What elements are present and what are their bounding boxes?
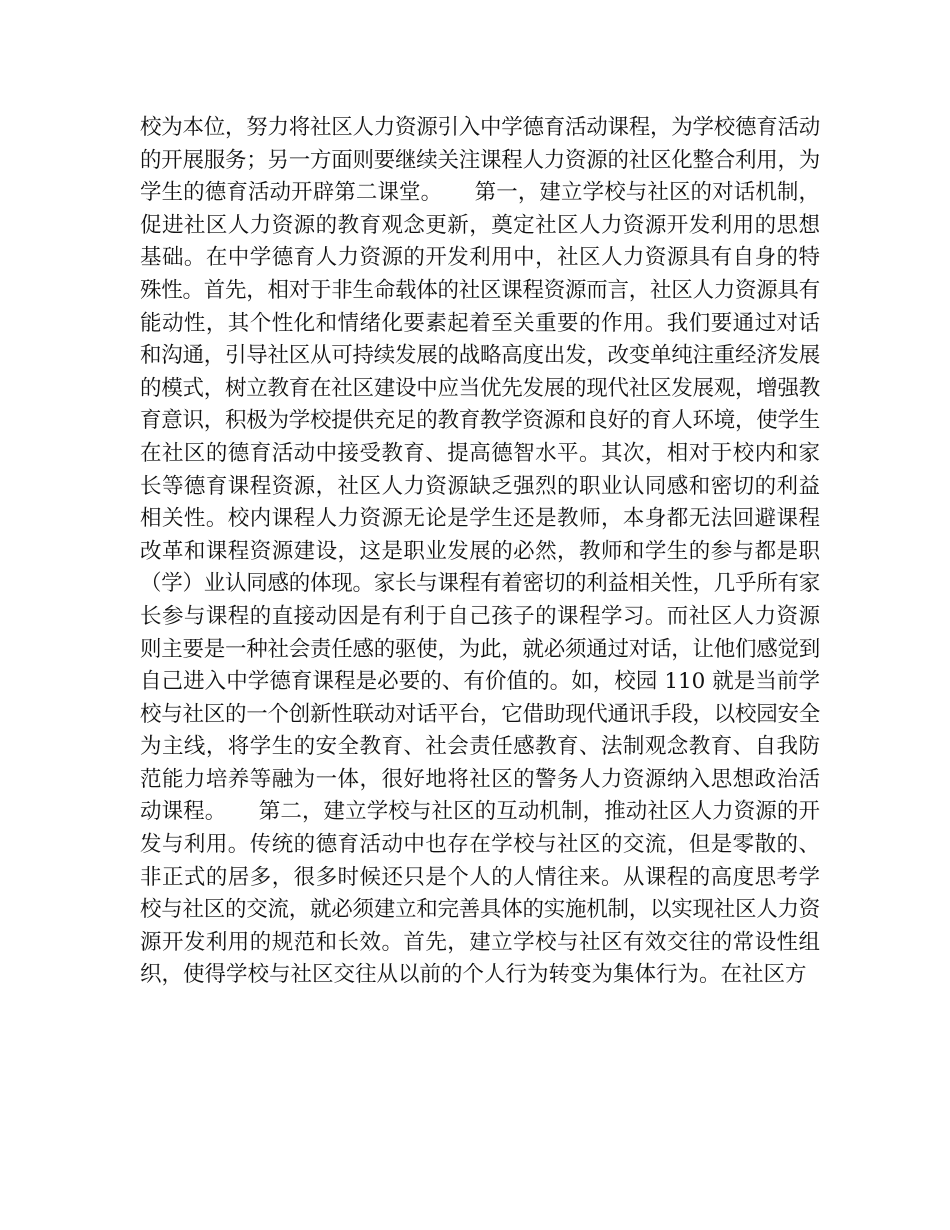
text-line: 为主线，将学生的安全教育、社会责任感教育、法制观念教育、自我防 [140,734,820,760]
text-line: 促进社区人力资源的教育观念更新，奠定社区人力资源开发利用的思想 [140,212,820,238]
text-line: 自己进入中学德育课程是必要的、有价值的。如，校园 110 就是当前学 [140,669,820,695]
text-line: 相关性。校内课程人力资源无论是学生还是教师，本身都无法回避课程 [140,506,820,532]
text-line: 长参与课程的直接动因是有利于自己孩子的课程学习。而社区人力资源 [140,603,820,629]
text-line: 校为本位，努力将社区人力资源引入中学德育活动课程，为学校德育活动 [140,115,820,140]
text-line: 的模式，树立教育在社区建设中应当优先发展的现代社区发展观，增强教 [140,375,820,401]
text-line: （学）业认同感的体现。家长与课程有着密切的利益相关性，几乎所有家 [140,571,820,597]
text-line: 织，使得学校与社区交往从以前的个人行为转变为集体行为。在社区方 [140,962,807,988]
text-line: 动课程。 第二，建立学校与社区的互动机制，推动社区人力资源的开 [140,799,820,825]
text-line: 发与利用。传统的德育活动中也存在学校与社区的交流，但是零散的、 [140,832,820,858]
text-line: 源开发利用的规范和长效。首先，建立学校与社区有效交往的常设性组 [140,929,820,955]
body-text [140,112,820,992]
text-line: 非正式的居多，很多时候还只是个人的人情往来。从课程的高度思考学 [140,864,820,890]
text-line: 则主要是一种社会责任感的驱使，为此，就必须通过对话，让他们感觉到 [140,636,820,662]
text-line: 殊性。首先，相对于非生命载体的社区课程资源而言，社区人力资源具有 [140,277,820,303]
text-line: 的开展服务；另一方面则要继续关注课程人力资源的社区化整合利用，为 [140,147,820,173]
text-line: 校与社区的一个创新性联动对话平台，它借助现代通讯手段，以校园安全 [140,701,820,727]
text-line: 范能力培养等融为一体，很好地将社区的警务人力资源纳入思想政治活 [140,766,820,792]
text-line: 在社区的德育活动中接受教育、提高德智水平。其次，相对于校内和家 [140,440,820,466]
text-line: 学生的德育活动开辟第二课堂。 第一，建立学校与社区的对话机制， [140,180,820,206]
text-line: 基础。在中学德育人力资源的开发利用中，社区人力资源具有自身的特 [140,245,820,271]
text-line: 校与社区的交流，就必须建立和完善具体的实施机制，以实现社区人力资 [140,897,820,923]
text-line: 能动性，其个性化和情绪化要素起着至关重要的作用。我们要通过对话 [140,310,820,336]
text-line: 改革和课程资源建设，这是职业发展的必然，教师和学生的参与都是职 [140,538,820,564]
text-line: 长等德育课程资源，社区人力资源缺乏强烈的职业认同感和密切的利益 [140,473,820,499]
text-line: 育意识，积极为学校提供充足的教育教学资源和良好的育人环境，使学生 [140,408,820,434]
text-line: 和沟通，引导社区从可持续发展的战略高度出发，改变单纯注重经济发展 [140,343,820,369]
